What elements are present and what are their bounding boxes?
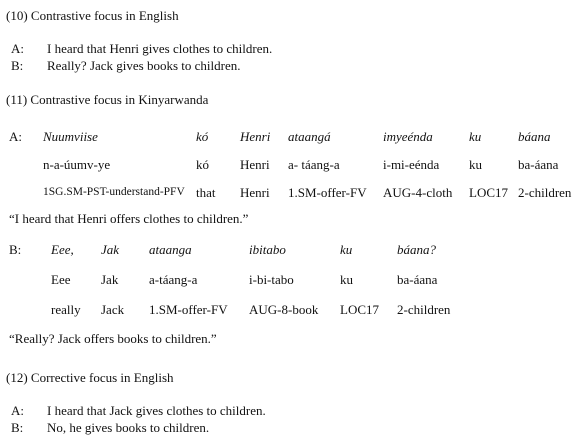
speaker-label: A: bbox=[11, 403, 24, 418]
example-11a-translation: “I heard that Henri offers clothes to children.” bbox=[9, 211, 249, 226]
word: báana? bbox=[397, 242, 436, 257]
word: báana bbox=[518, 129, 551, 144]
example-11a-gloss bbox=[0, 185, 580, 203]
gloss: that bbox=[196, 185, 216, 200]
example-12-title: (12) Corrective focus in English bbox=[6, 370, 174, 385]
example-12-line-a bbox=[0, 403, 580, 421]
gloss: 2-children bbox=[397, 302, 451, 317]
gloss: 2-children bbox=[518, 185, 572, 200]
word: Eee, bbox=[51, 242, 74, 257]
dialogue-text: I heard that Henri gives clothes to children. bbox=[47, 41, 273, 56]
example-11a-morphemes bbox=[0, 157, 580, 175]
word: Nuumviise bbox=[43, 129, 98, 144]
gloss: LOC17 bbox=[340, 302, 379, 317]
gloss: Jack bbox=[101, 302, 125, 317]
speaker-label: B: bbox=[11, 58, 24, 73]
morpheme: kó bbox=[196, 157, 209, 172]
word: Jak bbox=[101, 242, 120, 257]
speaker-label: A: bbox=[9, 129, 22, 144]
morpheme: i-mi-eénda bbox=[383, 157, 440, 172]
speaker-label: B: bbox=[11, 420, 24, 435]
morpheme: ba-áana bbox=[397, 272, 438, 287]
morpheme: Eee bbox=[51, 272, 71, 287]
morpheme: ku bbox=[340, 272, 353, 287]
gloss: Henri bbox=[240, 185, 270, 200]
dialogue-text: Really? Jack gives books to children. bbox=[47, 58, 241, 73]
example-11-title: (11) Contrastive focus in Kinyarwanda bbox=[6, 92, 209, 107]
example-10-line-a bbox=[0, 41, 580, 59]
gloss: 1.SM-offer-FV bbox=[288, 185, 367, 200]
word: ibitabo bbox=[249, 242, 286, 257]
morpheme: Henri bbox=[240, 157, 270, 172]
example-11b-words bbox=[0, 242, 580, 260]
example-12-line-b bbox=[0, 420, 580, 438]
dialogue-text: I heard that Jack gives clothes to children. bbox=[47, 403, 266, 418]
speaker-label: B: bbox=[9, 242, 22, 257]
example-11b-gloss bbox=[0, 302, 580, 320]
gloss: LOC17 bbox=[469, 185, 508, 200]
morpheme: ba-áana bbox=[518, 157, 559, 172]
word: kó bbox=[196, 129, 209, 144]
word: Henri bbox=[240, 129, 271, 144]
gloss: 1.SM-offer-FV bbox=[149, 302, 228, 317]
example-11b-morphemes bbox=[0, 272, 580, 290]
speaker-label: A: bbox=[11, 41, 24, 56]
example-11a-words bbox=[0, 129, 580, 147]
word: ku bbox=[469, 129, 482, 144]
word: ku bbox=[340, 242, 353, 257]
dialogue-text: No, he gives books to children. bbox=[47, 420, 210, 435]
morpheme: a-táang-a bbox=[149, 272, 198, 287]
morpheme: i-bi-tabo bbox=[249, 272, 294, 287]
gloss: AUG-4-cloth bbox=[383, 185, 453, 200]
morpheme: n-a-úumv-ye bbox=[43, 157, 111, 172]
morpheme: ku bbox=[469, 157, 482, 172]
gloss: AUG-8-book bbox=[249, 302, 319, 317]
example-11b-translation: “Really? Jack offers books to children.” bbox=[9, 331, 217, 346]
example-10-line-b bbox=[0, 58, 580, 76]
gloss: 1SG.SM-PST-understand-PFV bbox=[43, 186, 185, 198]
morpheme: Jak bbox=[101, 272, 119, 287]
word: ataangá bbox=[288, 129, 331, 144]
morpheme: a- táang-a bbox=[288, 157, 340, 172]
word: imyeénda bbox=[383, 129, 433, 144]
gloss: really bbox=[51, 302, 81, 317]
example-10-title: (10) Contrastive focus in English bbox=[6, 8, 179, 23]
word: ataanga bbox=[149, 242, 192, 257]
